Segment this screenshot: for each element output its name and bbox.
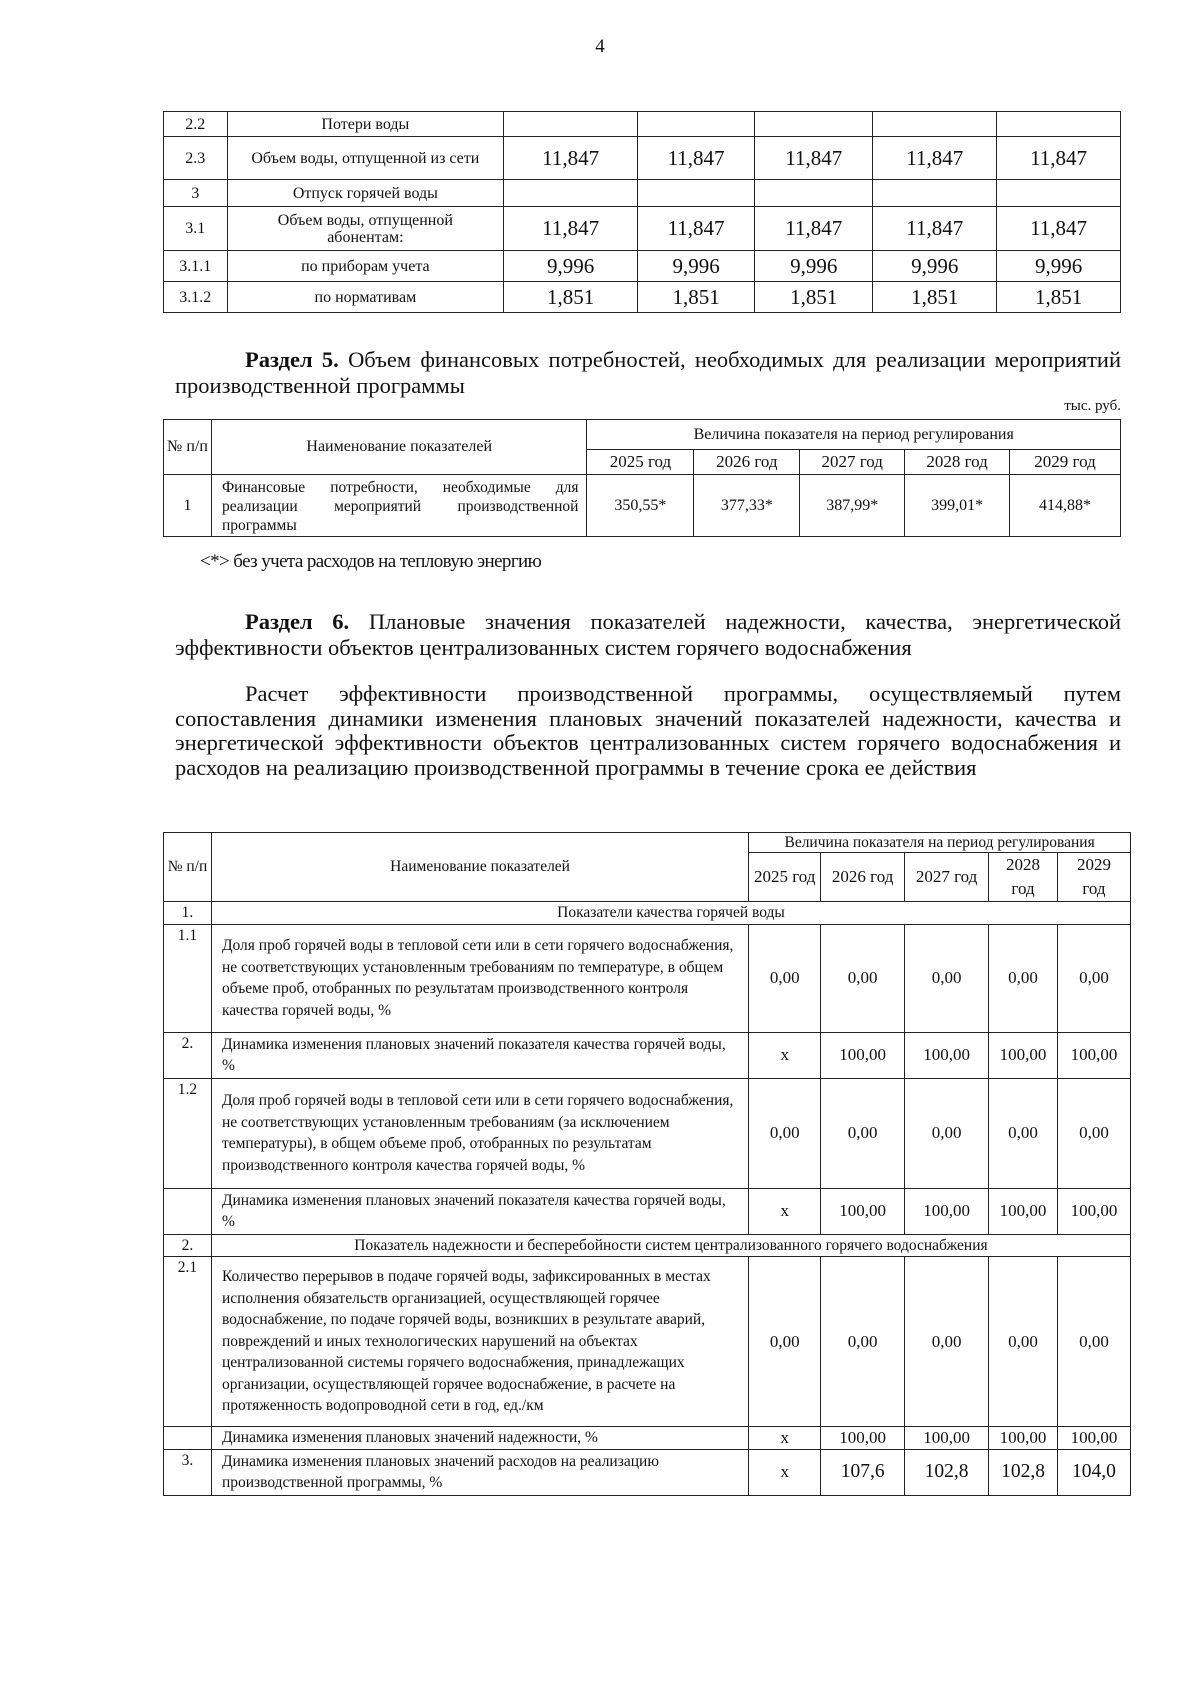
value-cell: [873, 112, 997, 137]
row-name: Количество перерывов в подаче горячей воды, зафиксированных в местах исполнения обязательств организацией, осуществляющей горячее водоснабжение, по подаче горячей воды, возникших в результате аварий, повреждений и иных технологических нарушений на объектах централизованной системы горячего водоснабжения, принадлежащих организации, осуществляющей горячее водоснабжение, в расчете на протяженность водопроводной сети в год, ед./км: [211, 1257, 748, 1427]
table-row: [164, 1078, 1131, 1188]
row-name: Отпуск горячей воды: [227, 180, 504, 207]
value-cell: 387,99*: [800, 475, 905, 537]
group-title: Показатели качества горячей воды: [211, 902, 1130, 925]
value-cell: 102,8: [905, 1449, 989, 1495]
value-cell: [504, 180, 638, 207]
table-row: [164, 282, 1121, 313]
table-row: [164, 137, 1121, 180]
indicators-table: [163, 832, 1131, 1496]
row-name: по приборам учета: [227, 251, 504, 282]
value-cell: 0,00: [749, 1257, 821, 1427]
header-period: Величина показателя на период регулирования: [587, 420, 1121, 450]
value-cell: 100,00: [989, 1427, 1058, 1450]
value-cell: 0,00: [1057, 924, 1130, 1032]
value-cell: 399,01*: [905, 475, 1010, 537]
table-row: [164, 1032, 1131, 1078]
row-number: 3.1.2: [164, 282, 228, 313]
year-header: 2028 год: [905, 450, 1010, 475]
row-number: 3.1.1: [164, 251, 228, 282]
value-cell: [638, 180, 755, 207]
value-cell: 100,00: [821, 1032, 905, 1078]
row-number: 1.: [164, 902, 212, 925]
row-number: 2.2: [164, 112, 228, 137]
value-cell: 0,00: [1057, 1078, 1130, 1188]
table-row: [164, 207, 1121, 251]
row-name: Динамика изменения плановых значений показателя качества горячей воды, %: [211, 1188, 748, 1234]
group-title: Показатель надежности и бесперебойности систем централизованного горячего водоснабжения: [211, 1234, 1130, 1257]
value-cell: 0,00: [905, 1078, 989, 1188]
value-cell: 100,00: [989, 1188, 1058, 1234]
section-5-title: [175, 347, 1121, 399]
value-cell: 11,847: [755, 137, 873, 180]
value-cell: 9,996: [504, 251, 638, 282]
row-number: [164, 1427, 212, 1450]
section-5-label: Раздел 5.: [245, 347, 339, 372]
row-number: 3: [164, 180, 228, 207]
value-cell: 11,847: [997, 137, 1121, 180]
value-cell: 0,00: [989, 924, 1058, 1032]
value-cell: 1,851: [504, 282, 638, 313]
group-row: [164, 1234, 1131, 1257]
value-cell: 107,6: [821, 1449, 905, 1495]
value-cell: 11,847: [873, 137, 997, 180]
value-cell: 9,996: [873, 251, 997, 282]
row-number: 2.: [164, 1032, 212, 1078]
value-cell: [755, 112, 873, 137]
row-number: 2.1: [164, 1257, 212, 1427]
value-cell: 104,0: [1057, 1449, 1130, 1495]
table-row: [164, 1427, 1131, 1450]
value-cell: 100,00: [905, 1032, 989, 1078]
row-name: Доля проб горячей воды в тепловой сети или в сети горячего водоснабжения, не соответствующих установленным требованиям (за исключением температуры), в общем объеме проб, отобранных по результатам производственного контроля качества горячей воды, %: [211, 1078, 748, 1188]
value-cell: 0,00: [989, 1078, 1058, 1188]
value-cell: 100,00: [905, 1427, 989, 1450]
water-volume-table: [163, 111, 1121, 313]
year-header: 2029 год: [1057, 853, 1130, 902]
value-cell: 0,00: [749, 924, 821, 1032]
value-cell: 414,88*: [1010, 475, 1121, 537]
value-cell: 11,847: [638, 207, 755, 251]
footnote: <*> без учета расходов на тепловую энергию: [200, 551, 542, 572]
row-number: 1: [164, 475, 212, 537]
value-cell: 100,00: [989, 1032, 1058, 1078]
value-cell: 100,00: [821, 1427, 905, 1450]
table-row: [164, 924, 1131, 1032]
value-cell: 100,00: [821, 1188, 905, 1234]
row-name: Объем воды, отпущенной абонентам:: [227, 207, 504, 251]
paragraph-text: Расчет эффективности производственной программы, осуществляемый путем сопоставления динамики изменения плановых значений показателей надежности, качества и энергетической эффективности объектов централизованных систем горячего водоснабжения и расходов на реализацию производственной программы в течение срока ее действия: [175, 681, 1121, 780]
table-row: [164, 1449, 1131, 1495]
table-row: [164, 1257, 1131, 1427]
value-cell: 11,847: [755, 207, 873, 251]
value-cell: x: [749, 1032, 821, 1078]
value-cell: 11,847: [638, 137, 755, 180]
table-row: [164, 475, 1121, 537]
row-name: Динамика изменения плановых значений показателя качества горячей воды, %: [211, 1032, 748, 1078]
section-5-heading: Объем финансовых потребностей, необходимых для реализации мероприятий производственной программы: [175, 347, 1122, 398]
year-header: 2028 год: [989, 853, 1058, 902]
value-cell: 9,996: [755, 251, 873, 282]
value-cell: x: [749, 1427, 821, 1450]
value-cell: 377,33*: [694, 475, 800, 537]
row-name: по нормативам: [227, 282, 504, 313]
table-row: [164, 1188, 1131, 1234]
year-header: 2027 год: [905, 853, 989, 902]
value-cell: 1,851: [755, 282, 873, 313]
value-cell: 0,00: [821, 924, 905, 1032]
value-cell: 0,00: [821, 1078, 905, 1188]
value-cell: [873, 180, 997, 207]
row-name: Объем воды, отпущенной из сети: [227, 137, 504, 180]
value-cell: 0,00: [989, 1257, 1058, 1427]
value-cell: 0,00: [821, 1257, 905, 1427]
value-cell: 11,847: [504, 207, 638, 251]
value-cell: [997, 180, 1121, 207]
row-number: [164, 1188, 212, 1234]
value-cell: 100,00: [1057, 1427, 1130, 1450]
value-cell: 100,00: [905, 1188, 989, 1234]
row-number: 3.1: [164, 207, 228, 251]
header-num: № п/п: [164, 420, 212, 475]
value-cell: 0,00: [1057, 1257, 1130, 1427]
value-cell: 350,55*: [587, 475, 694, 537]
value-cell: 11,847: [504, 137, 638, 180]
row-name: Потери воды: [227, 112, 504, 137]
financial-needs-table: [163, 419, 1121, 537]
row-name: Динамика изменения плановых значений расходов на реализацию производственной программы, %: [211, 1449, 748, 1495]
row-number: 1.2: [164, 1078, 212, 1188]
value-cell: 1,851: [997, 282, 1121, 313]
value-cell: [997, 112, 1121, 137]
value-cell: [504, 112, 638, 137]
header-name: Наименование показателей: [211, 833, 748, 902]
year-header: 2025 год: [587, 450, 694, 475]
row-number: 3.: [164, 1449, 212, 1495]
value-cell: 0,00: [905, 924, 989, 1032]
value-cell: x: [749, 1188, 821, 1234]
table-header-row: [164, 833, 1131, 853]
value-cell: 11,847: [997, 207, 1121, 251]
header-num: № п/п: [164, 833, 212, 902]
value-cell: 102,8: [989, 1449, 1058, 1495]
value-cell: 1,851: [638, 282, 755, 313]
header-period: Величина показателя на период регулирования: [749, 833, 1131, 853]
row-number: 1.1: [164, 924, 212, 1032]
value-cell: [755, 180, 873, 207]
group-row: [164, 902, 1131, 925]
value-cell: 100,00: [1057, 1188, 1130, 1234]
table-header-row: [164, 420, 1121, 450]
page-number: 4: [595, 36, 605, 57]
value-cell: 11,847: [873, 207, 997, 251]
year-header: 2026 год: [821, 853, 905, 902]
value-cell: 0,00: [905, 1257, 989, 1427]
value-cell: 9,996: [997, 251, 1121, 282]
section-6-title: [175, 609, 1121, 661]
year-header: 2029 год: [1010, 450, 1121, 475]
row-name: Доля проб горячей воды в тепловой сети или в сети горячего водоснабжения, не соответствующих установленным требованиям по температуре, в общем объеме проб, отобранных по результатам производственного контроля качества горячей воды, %: [211, 924, 748, 1032]
year-header: 2027 год: [800, 450, 905, 475]
value-cell: [638, 112, 755, 137]
year-header: 2026 год: [694, 450, 800, 475]
value-cell: 1,851: [873, 282, 997, 313]
section-6-label: Раздел 6.: [245, 609, 350, 634]
value-cell: 100,00: [1057, 1032, 1130, 1078]
table-row: [164, 251, 1121, 282]
row-number: 2.: [164, 1234, 212, 1257]
value-cell: 9,996: [638, 251, 755, 282]
section-6-paragraph: [175, 682, 1121, 780]
value-cell: x: [749, 1449, 821, 1495]
header-name: Наименование показателей: [211, 420, 587, 475]
row-name: Динамика изменения плановых значений надежности, %: [211, 1427, 748, 1450]
unit-label: тыс. руб.: [1064, 398, 1121, 414]
value-cell: 0,00: [749, 1078, 821, 1188]
table-row: [164, 180, 1121, 207]
section-6-heading: Плановые значения показателей надежности, качества, энергетической эффективности объектов централизованных систем горячего водоснабжения: [175, 609, 1122, 660]
row-number: 2.3: [164, 137, 228, 180]
row-name: Финансовые потребности, необходимые для реализации мероприятий производственной программы: [211, 475, 587, 537]
year-header: 2025 год: [749, 853, 821, 902]
table-row: [164, 112, 1121, 137]
